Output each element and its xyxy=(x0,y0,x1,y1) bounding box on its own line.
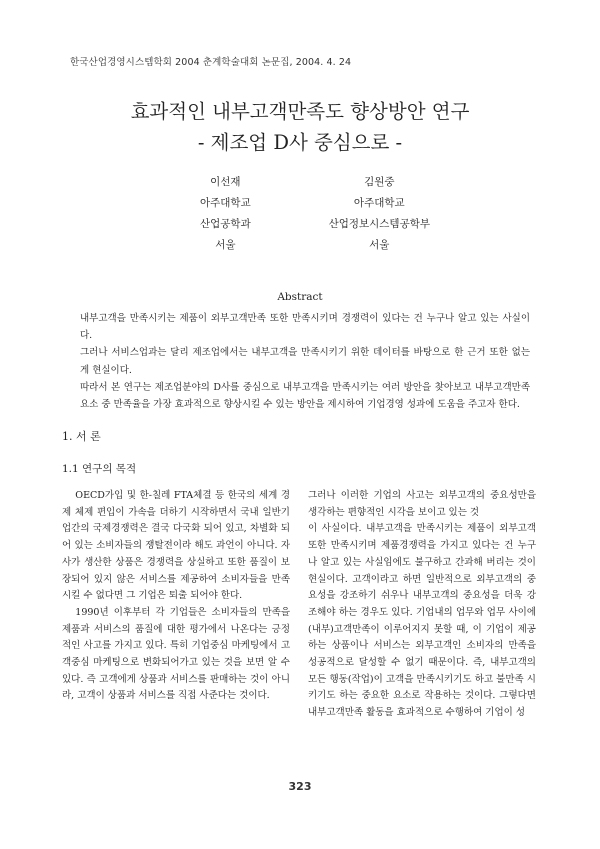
author-1 xyxy=(200,172,251,256)
title-line-1: 효과적인 내부고객만족도 향상방안 연구 xyxy=(130,100,470,123)
author-department: 산업정보시스템공학부 xyxy=(328,218,430,230)
author-city: 서울 xyxy=(215,239,236,251)
author-city: 서울 xyxy=(369,239,390,251)
author-name: 이선재 xyxy=(210,176,241,188)
page-number: 323 xyxy=(288,780,312,793)
subsection-heading-purpose: 1.1 연구의 목적 xyxy=(62,463,137,475)
body-paragraph: OECD가입 및 한-칠레 FTA체결 등 한국의 세계 경제 체제 편입이 가속을 더하기 시작하면서 국내 일반기업간의 국제경쟁력은 결국 다국화 되어 있고, 차별화 되어 있는 소비자들의 쟁탈전이라 해도 과언이 아니다. 자사가 생산한 상품은 경쟁력을 상실하고 또한 품질이 보장되어 있지 않은 서비스를 제공하여 소비자들을 만족시킬 수 없다면 그 기업은 퇴출 되어야 한다. xyxy=(62,490,290,602)
right-column xyxy=(308,488,536,722)
conference-header: 한국산업경영시스템학회 2004 춘계학술대회 논문집, 2004. 4. 24 xyxy=(70,57,352,68)
author-department: 산업공학과 xyxy=(200,218,251,230)
abstract-paragraph: 따라서 본 연구는 제조업분야의 D사를 중심으로 내부고객을 만족시키는 여러 방안을 찾아보고 내부고객만족 요소 중 만족율을 가장 효과적으로 향상시킬 수 있는 방안을 제시하여 기업경영 성과에 도움을 주고자 한다. xyxy=(80,381,530,411)
paper-title xyxy=(50,96,550,158)
body-paragraph: 그러나 이러한 기업의 사고는 외부고객의 중요성만을 생각하는 편향적인 시각을 보이고 있는 것 xyxy=(308,490,536,518)
section-heading-introduction: 1. 서 론 xyxy=(62,430,101,443)
author-university: 아주대학교 xyxy=(200,197,251,209)
title-line-2: - 제조업 D사 중심으로 - xyxy=(197,131,403,154)
left-column xyxy=(62,488,290,705)
abstract-paragraph: 내부고객을 만족시키는 제품이 외부고객만족 또한 만족시키며 경쟁력이 있다는 건 누구나 알고 있는 사실이다. xyxy=(80,313,530,342)
abstract-heading: Abstract xyxy=(277,291,323,303)
body-paragraph: 이 사실이다. 내부고객을 만족시키는 제품이 외부고객 또한 만족시키며 제품경쟁력을 가지고 있다는 건 누구나 알고 있는 사실임에도 불구하고 간과해 버리는 것이 현실이다. 고객이라고 하면 일반적으로 외부고객의 중요성을 강조하기 쉬우나 내부고객의 중요성을 더욱 강조해야 하는 경우도 있다. 기업내의 업무와 업무 사이에 (내부)고객만족이 이루어지지 못할 때, 이 기업이 제공하는 상품이나 서비스는 외부고객인 소비자의 만족을 성공적으로 달성할 수 없기 때문이다. 즉, 내부고객의 모든 행동(작업)이 고객을 만족시키기도 하고 불만족 시키기도 하는 중요한 요소로 작용하는 것이다. 그렇다면 내부고객만족 활동을 효과적으로 수행하여 기업이 성 xyxy=(308,523,536,719)
author-name: 김원중 xyxy=(364,176,395,188)
author-block xyxy=(200,172,430,256)
author-university: 아주대학교 xyxy=(353,197,405,209)
author-2 xyxy=(329,172,430,256)
abstract-paragraph: 그러나 서비스업과는 달리 제조업에서는 내부고객을 만족시키기 위한 데이터를 바탕으로 한 근거 또한 없는 게 현실이다. xyxy=(80,347,530,376)
abstract-body xyxy=(80,310,530,413)
body-paragraph: 1990년 이후부터 각 기업들은 소비자들의 만족을 제품과 서비스의 품질에 대한 평가에서 나온다는 긍정적인 사고를 가지고 있다. 특히 기업중심 마케팅에서 고객중심 마케팅으로 변화되어가고 있는 것을 보면 알 수 있다. 즉 고객에게 상품과 서비스를 판매하는 것이 아니라, 고객이 상품과 서비스를 직접 사준다는 것이다. xyxy=(62,606,290,702)
